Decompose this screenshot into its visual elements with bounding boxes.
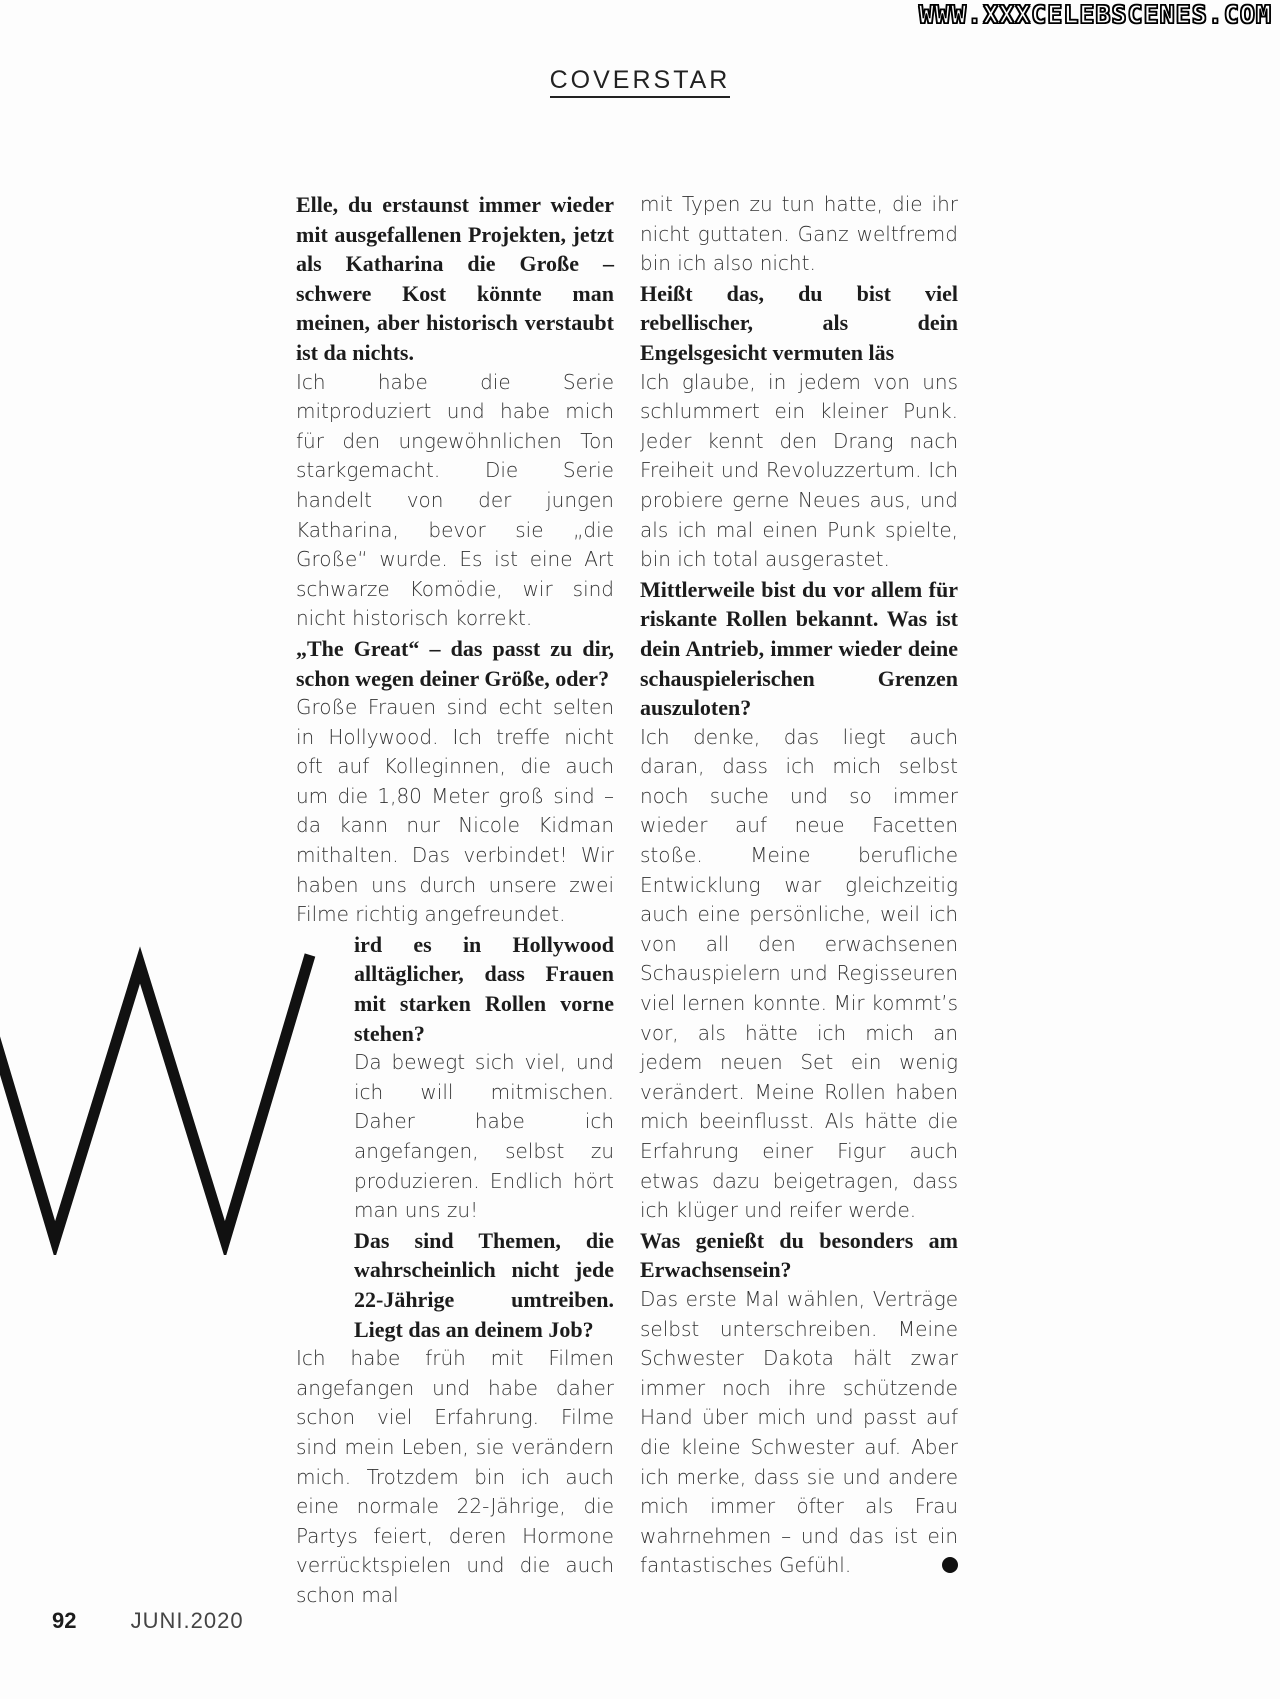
interview-answer: Große Frauen sind echt selten in Hollywood. Ich treffe nicht oft auf Kolleginnen, die auch um die 1,80 Meter groß sind – da kann nur Nicole Kidman mithalten. Das verbindet! Wir haben uns durch unsere zwei Filme richtig angefreundet.	[296, 695, 614, 927]
interview-question: Mittlerweile bist du vor allem für riskante Rollen bekannt. Was ist dein Antrieb, immer wieder deine schauspielerischen Grenzen auszuloten?	[640, 576, 958, 721]
article-column-left	[296, 190, 614, 1611]
interview-question: Was genießt du besonders am Erwachsensein?	[640, 1227, 958, 1283]
interview-question: Elle, du erstaunst immer wieder mit ausgefallenen Projekten, jetzt als Katharina die Große – schwere Kost könnte man meinen, aber historisch verstaubt ist da nichts.	[296, 192, 614, 365]
interview-answer: Da bewegt sich viel, und ich will mitmischen. Daher habe ich angefangen, selbst zu produzieren. Endlich hört man uns zu!	[354, 1050, 614, 1223]
watermark: WWW.XXXCELEBSCENES.COM	[918, 0, 1272, 29]
page-number: 92	[52, 1608, 77, 1633]
issue-date: JUNI.2020	[130, 1608, 244, 1633]
interview-question: ird es in Hollywood alltäglicher, dass Frauen mit starken Rollen vorne stehen?	[354, 931, 614, 1046]
interview-answer: Ich habe die Serie mitproduziert und habe mich für den ungewöhnlichen Ton starkgemacht. Die Serie handelt von der jungen Katharina, bevor sie „die Große“ wurde. Es ist eine Art schwarze Komödie, wir sind nicht historisch korrekt.	[296, 369, 614, 631]
interview-question: „The Great“ – das passt zu dir, schon wegen deiner Größe, oder?	[296, 635, 614, 691]
section-title-text: COVERSTAR	[550, 66, 731, 98]
page-footer	[52, 1608, 244, 1634]
interview-answer: Ich glaube, in jedem von uns schlummert ein kleiner Punk. Jeder kennt den Drang nach Freiheit und Revoluzzertum. Ich probiere gerne Neues aus, und als ich mal einen Punk spielte, bin ich total ausgerastet.	[640, 369, 958, 572]
article-end-dot	[942, 1557, 958, 1573]
interview-answer: Ich habe früh mit Filmen angefangen und habe daher schon viel Erfahrung. Filme sind mein Leben, sie verändern mich. Trotzdem bin ich auch eine normale 22-Jährige, die Partys feiert, deren Hormone verrücktspielen und die auch schon mal	[296, 1346, 614, 1607]
interview-answer: Ich denke, das liegt auch daran, dass ich mich selbst noch suche und so immer wieder auf neue Facetten stoße. Meine berufliche Entwicklung war gleichzeitig auch eine persönliche, weil ich von all den erwachsenen Schauspielern und Regisseuren viel lernen konnte. Mir kommt’s vor, als hätte ich mich an jedem neuen Set ein wenig verändert. Meine Rollen haben mich beeinflusst. Als hätte die Erfahrung einer Figur auch etwas dazu beigetragen, dass ich klüger und reifer werde.	[640, 724, 958, 1223]
interview-question: Das sind Themen, die wahrscheinlich nicht jede 22-Jährige umtreiben. Liegt das an deinem Job?	[354, 1227, 614, 1342]
left-column-dropcap-section	[296, 930, 614, 1611]
article-column-right	[640, 190, 958, 1581]
interview-question: Heißt das, du bist viel rebellischer, als dein Engelsgesicht vermuten läs	[640, 280, 958, 365]
interview-answer: mit Typen zu tun hatte, die ihr nicht guttaten. Ganz weltfremd bin ich also nicht.	[640, 192, 958, 276]
section-title	[0, 66, 1280, 95]
interview-answer: Das erste Mal wählen, Verträge selbst unterschreiben. Meine Schwester Dakota hält zwar immer noch ihre schützende Hand über mich und passt auf die kleine Schwester auf. Aber ich merke, dass sie und andere mich immer öfter als Frau wahrnehmen – und das ist ein fantastisches Gefühl.	[640, 1286, 958, 1578]
left-column-main	[296, 190, 614, 930]
